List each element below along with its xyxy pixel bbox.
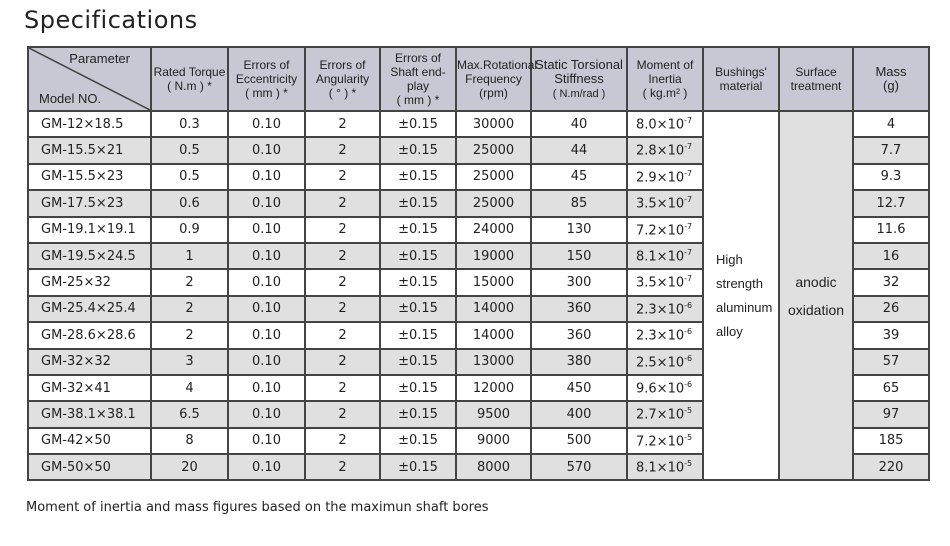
cell-shaft-endplay: ±0.15	[380, 454, 456, 480]
cell-angularity: 2	[305, 190, 380, 216]
cell-moment-of-inertia	[627, 217, 703, 243]
inertia-base: 8.1×10	[636, 460, 685, 476]
cell-mass: 7.7	[853, 137, 929, 163]
cell-angularity: 2	[305, 269, 380, 295]
cell-mass: 9.3	[853, 164, 929, 190]
inertia-exponent: -5	[684, 432, 693, 442]
cell-torsional-stiffness: 450	[531, 375, 627, 401]
inertia-exponent: -7	[684, 142, 693, 152]
cell-angularity: 2	[305, 401, 380, 427]
header-max-rotational-frequency: Max.Rotational Frequency (rpm)	[456, 47, 531, 111]
cell-rated-torque: 8	[151, 428, 228, 454]
cell-moment-of-inertia	[627, 164, 703, 190]
cell-model: GM-28.6×28.6	[28, 322, 151, 348]
cell-eccentricity: 0.10	[228, 322, 305, 348]
cell-max-frequency: 24000	[456, 217, 531, 243]
cell-mass: 97	[853, 401, 929, 427]
cell-model: GM-32×32	[28, 349, 151, 375]
cell-eccentricity: 0.10	[228, 111, 305, 137]
cell-eccentricity: 0.10	[228, 454, 305, 480]
cell-mass: 57	[853, 349, 929, 375]
cell-shaft-endplay: ±0.15	[380, 164, 456, 190]
cell-max-frequency: 25000	[456, 190, 531, 216]
cell-max-frequency: 14000	[456, 322, 531, 348]
cell-eccentricity: 0.10	[228, 375, 305, 401]
cell-max-frequency: 14000	[456, 296, 531, 322]
cell-rated-torque: 0.5	[151, 164, 228, 190]
cell-eccentricity: 0.10	[228, 164, 305, 190]
cell-rated-torque: 2	[151, 322, 228, 348]
cell-moment-of-inertia	[627, 428, 703, 454]
cell-surface-treatment	[779, 111, 853, 480]
inertia-base: 9.6×10	[636, 381, 685, 397]
cell-mass: 39	[853, 322, 929, 348]
inertia-base: 7.2×10	[636, 222, 685, 238]
cell-rated-torque: 0.9	[151, 217, 228, 243]
cell-moment-of-inertia	[627, 190, 703, 216]
cell-model: GM-25×32	[28, 269, 151, 295]
cell-eccentricity: 0.10	[228, 137, 305, 163]
cell-angularity: 2	[305, 454, 380, 480]
cell-eccentricity: 0.10	[228, 217, 305, 243]
cell-torsional-stiffness: 380	[531, 349, 627, 375]
inertia-base: 2.9×10	[636, 170, 685, 186]
inertia-exponent: -5	[684, 406, 693, 416]
cell-max-frequency: 12000	[456, 375, 531, 401]
inertia-exponent: -7	[684, 116, 693, 126]
cell-rated-torque: 2	[151, 296, 228, 322]
cell-max-frequency: 15000	[456, 269, 531, 295]
cell-torsional-stiffness: 360	[531, 296, 627, 322]
cell-max-frequency: 9500	[456, 401, 531, 427]
cell-shaft-endplay: ±0.15	[380, 296, 456, 322]
cell-shaft-endplay: ±0.15	[380, 401, 456, 427]
cell-torsional-stiffness: 150	[531, 243, 627, 269]
inertia-exponent: -5	[684, 459, 693, 469]
cell-angularity: 2	[305, 243, 380, 269]
cell-mass: 11.6	[853, 217, 929, 243]
cell-eccentricity: 0.10	[228, 428, 305, 454]
cell-mass: 65	[853, 375, 929, 401]
cell-moment-of-inertia	[627, 269, 703, 295]
cell-shaft-endplay: ±0.15	[380, 269, 456, 295]
cell-moment-of-inertia	[627, 243, 703, 269]
table-header-row	[28, 47, 929, 111]
cell-angularity: 2	[305, 428, 380, 454]
cell-model: GM-25.4×25.4	[28, 296, 151, 322]
cell-mass: 16	[853, 243, 929, 269]
header-torsional-stiffness: Static Torsional Stiffness ( N.m/rad )	[531, 47, 627, 111]
cell-angularity: 2	[305, 217, 380, 243]
inertia-base: 2.5×10	[636, 354, 685, 370]
cell-moment-of-inertia	[627, 454, 703, 480]
cell-eccentricity: 0.10	[228, 349, 305, 375]
cell-mass: 220	[853, 454, 929, 480]
footnote: Moment of inertia and mass figures based on the maximun shaft bores	[26, 500, 489, 515]
cell-shaft-endplay: ±0.15	[380, 349, 456, 375]
cell-shaft-endplay: ±0.15	[380, 137, 456, 163]
table-row	[28, 111, 929, 137]
inertia-exponent: -7	[684, 274, 693, 284]
cell-model: GM-50×50	[28, 454, 151, 480]
cell-max-frequency: 25000	[456, 164, 531, 190]
header-model-label: Model NO.	[39, 91, 102, 106]
cell-mass: 26	[853, 296, 929, 322]
cell-moment-of-inertia	[627, 322, 703, 348]
cell-angularity: 2	[305, 322, 380, 348]
cell-torsional-stiffness: 40	[531, 111, 627, 137]
inertia-exponent: -6	[684, 379, 693, 389]
cell-rated-torque: 4	[151, 375, 228, 401]
header-rated-torque: Rated Torque ( N.m ) *	[151, 47, 228, 111]
surface-treatment-line: anodic	[795, 273, 837, 290]
cell-model: GM-38.1×38.1	[28, 401, 151, 427]
cell-model: GM-12×18.5	[28, 111, 151, 137]
cell-angularity: 2	[305, 296, 380, 322]
cell-mass: 4	[853, 111, 929, 137]
cell-torsional-stiffness: 360	[531, 322, 627, 348]
cell-model: GM-42×50	[28, 428, 151, 454]
cell-torsional-stiffness: 45	[531, 164, 627, 190]
cell-bushings-material	[703, 111, 779, 480]
bushings-material-line: strength	[716, 275, 763, 291]
inertia-exponent: -6	[684, 353, 693, 363]
cell-rated-torque: 6.5	[151, 401, 228, 427]
header-moment-of-inertia: Moment of Inertia ( kg.m² )	[627, 47, 703, 111]
cell-angularity: 2	[305, 164, 380, 190]
cell-angularity: 2	[305, 111, 380, 137]
inertia-exponent: -7	[684, 168, 693, 178]
header-bushings-material: Bushings' material	[703, 47, 779, 111]
cell-rated-torque: 20	[151, 454, 228, 480]
cell-eccentricity: 0.10	[228, 269, 305, 295]
inertia-base: 3.5×10	[636, 275, 685, 291]
cell-model: GM-15.5×21	[28, 137, 151, 163]
bushings-material-line: aluminum	[716, 299, 773, 315]
inertia-exponent: -6	[684, 327, 693, 337]
cell-torsional-stiffness: 44	[531, 137, 627, 163]
bushings-material-line: High	[716, 251, 743, 267]
surface-treatment-line: oxidation	[787, 301, 845, 318]
header-parameter-label: Parameter	[69, 51, 130, 66]
cell-shaft-endplay: ±0.15	[380, 243, 456, 269]
cell-model: GM-32×41	[28, 375, 151, 401]
cell-max-frequency: 19000	[456, 243, 531, 269]
cell-angularity: 2	[305, 349, 380, 375]
cell-torsional-stiffness: 300	[531, 269, 627, 295]
cell-max-frequency: 8000	[456, 454, 531, 480]
cell-rated-torque: 1	[151, 243, 228, 269]
cell-mass: 185	[853, 428, 929, 454]
cell-angularity: 2	[305, 137, 380, 163]
cell-moment-of-inertia	[627, 111, 703, 137]
cell-model: GM-19.1×19.1	[28, 217, 151, 243]
cell-max-frequency: 13000	[456, 349, 531, 375]
inertia-base: 2.7×10	[636, 407, 685, 423]
cell-shaft-endplay: ±0.15	[380, 375, 456, 401]
cell-rated-torque: 0.6	[151, 190, 228, 216]
inertia-base: 3.5×10	[636, 196, 685, 212]
cell-model: GM-17.5×23	[28, 190, 151, 216]
header-surface-treatment: Surface treatment	[779, 47, 853, 111]
inertia-base: 2.3×10	[636, 302, 685, 318]
cell-angularity: 2	[305, 375, 380, 401]
cell-rated-torque: 2	[151, 269, 228, 295]
inertia-base: 2.3×10	[636, 328, 685, 344]
table-body	[28, 111, 929, 480]
cell-shaft-endplay: ±0.15	[380, 322, 456, 348]
cell-eccentricity: 0.10	[228, 296, 305, 322]
cell-mass: 32	[853, 269, 929, 295]
cell-shaft-endplay: ±0.15	[380, 428, 456, 454]
cell-rated-torque: 0.5	[151, 137, 228, 163]
inertia-base: 7.2×10	[636, 434, 685, 450]
header-parameter-model	[28, 47, 151, 111]
cell-torsional-stiffness: 400	[531, 401, 627, 427]
specifications-table	[27, 46, 930, 481]
cell-shaft-endplay: ±0.15	[380, 190, 456, 216]
inertia-exponent: -7	[684, 195, 693, 205]
cell-eccentricity: 0.10	[228, 401, 305, 427]
cell-moment-of-inertia	[627, 137, 703, 163]
cell-rated-torque: 3	[151, 349, 228, 375]
cell-moment-of-inertia	[627, 401, 703, 427]
inertia-exponent: -6	[684, 300, 693, 310]
cell-moment-of-inertia	[627, 375, 703, 401]
cell-model: GM-19.5×24.5	[28, 243, 151, 269]
cell-eccentricity: 0.10	[228, 243, 305, 269]
inertia-base: 2.8×10	[636, 143, 685, 159]
cell-max-frequency: 30000	[456, 111, 531, 137]
bushings-material-line: alloy	[716, 323, 743, 339]
page-title: Specifications	[24, 6, 198, 34]
cell-torsional-stiffness: 570	[531, 454, 627, 480]
header-angularity: Errors of Angularity ( ° ) *	[305, 47, 380, 111]
cell-shaft-endplay: ±0.15	[380, 111, 456, 137]
cell-eccentricity: 0.10	[228, 190, 305, 216]
cell-mass: 12.7	[853, 190, 929, 216]
cell-torsional-stiffness: 500	[531, 428, 627, 454]
cell-max-frequency: 9000	[456, 428, 531, 454]
cell-moment-of-inertia	[627, 349, 703, 375]
header-eccentricity: Errors of Eccentricity ( mm ) *	[228, 47, 305, 111]
header-mass: Mass (g)	[853, 47, 929, 111]
cell-torsional-stiffness: 85	[531, 190, 627, 216]
cell-rated-torque: 0.3	[151, 111, 228, 137]
cell-model: GM-15.5×23	[28, 164, 151, 190]
inertia-exponent: -7	[684, 247, 693, 257]
cell-max-frequency: 25000	[456, 137, 531, 163]
inertia-base: 8.0×10	[636, 117, 685, 133]
cell-torsional-stiffness: 130	[531, 217, 627, 243]
header-shaft-endplay: Errors of Shaft end-play ( mm ) *	[380, 47, 456, 111]
inertia-base: 8.1×10	[636, 249, 685, 265]
cell-moment-of-inertia	[627, 296, 703, 322]
cell-shaft-endplay: ±0.15	[380, 217, 456, 243]
inertia-exponent: -7	[684, 221, 693, 231]
